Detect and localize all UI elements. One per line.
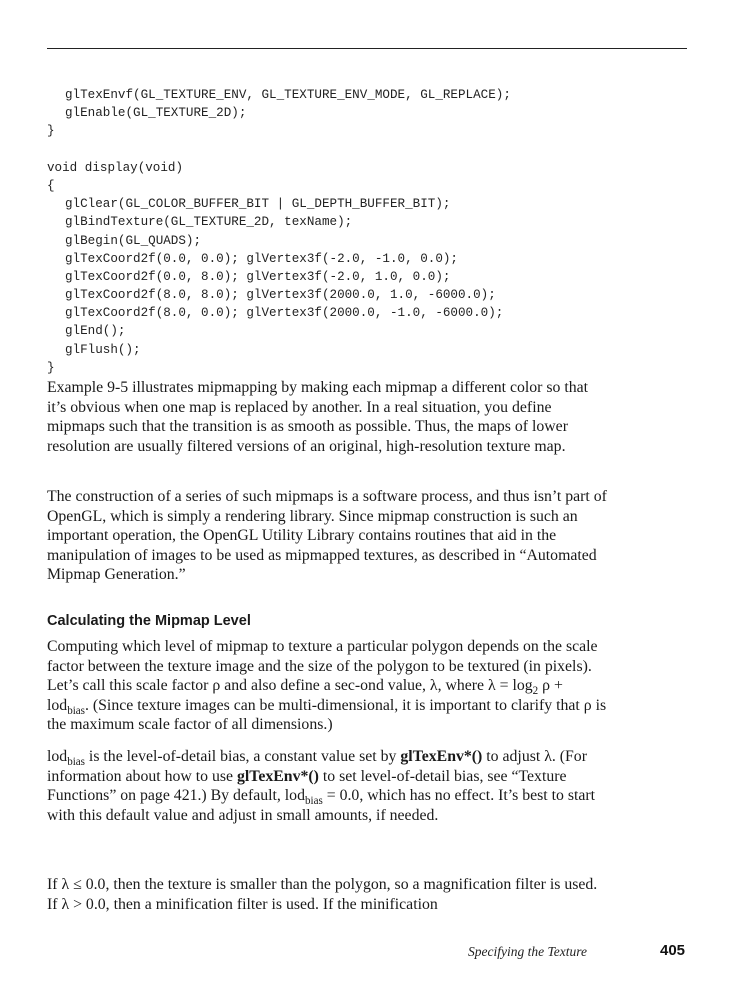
paragraph-mipmap-level [47, 637, 607, 735]
paragraph-filters [47, 875, 607, 914]
header-rule [47, 48, 687, 49]
paragraph-text: Example 9-5 illustrates mipmapping by making each mipmap a different color so that it’s obvious when one map is replaced by another. In a real situation, you define mipmaps such that the transition is as smooth as possible. Thus, the maps of lower resolution are usually filtered versions of an original, high-resolution texture map. [47, 379, 589, 455]
subscript-bias: bias [67, 755, 85, 768]
text-run: . (Since texture images can be multi-dimensional, it is important to clarify that ρ is the maximum scale factor of all dimensions.) [47, 696, 607, 734]
subscript-bias: bias [304, 795, 323, 808]
code-line: } [47, 360, 55, 375]
code-line: glTexCoord2f(0.0, 8.0); glVertex3f(-2.0, 1.0, 0.0); [65, 269, 451, 284]
code-line: glBegin(GL_QUADS); [65, 233, 202, 248]
paragraph-text: The construction of a series of such mipmaps is a software process, and thus isn’t part of OpenGL, which is simply a rendering library. Since mipmap construction is such an important operation, the OpenGL Utility Library contains routines that aid in the manipulation of images to be used as mipmapped textures, as described in “Automated Mipmap Generation.” [47, 488, 607, 584]
code-line: } [47, 124, 55, 139]
text-run: = 0.0, which has no effect. It’s best to start with this default value and adjust in small amounts, if needed. [47, 787, 596, 824]
paragraph-mipmap-construction [47, 487, 607, 585]
page-number: 405 [660, 942, 686, 959]
section-heading: Calculating the Mipmap Level [47, 613, 251, 629]
subscript-2: 2 [532, 685, 539, 698]
text-run: to adjust λ. (For information about how to use [47, 748, 587, 785]
code-line: { [47, 178, 55, 193]
paragraph-mipmap-example [47, 378, 607, 456]
text-run: Computing which level of mipmap to texture a particular polygon depends on the scale factor between the texture image and the size of the polygon to be textured (in pixels). Let’s call this scale factor ρ and also define a sec-ond value, λ, where λ = log [47, 638, 598, 695]
code-line: glTexEnvf(GL_TEXTURE_ENV, GL_TEXTURE_ENV_MODE, GL_REPLACE); [65, 88, 511, 102]
code-line: void display(void) [47, 160, 184, 175]
code-line: glBindTexture(GL_TEXTURE_2D, texName); [65, 215, 353, 230]
code-line: glEnd(); [65, 324, 126, 339]
paragraph-text: If λ ≤ 0.0, then the texture is smaller than the polygon, so a magnification filter is used. If λ > 0.0, then a minification filter is used. If the minification [47, 876, 598, 913]
footer-chapter-title: Specifying the Texture [468, 944, 587, 959]
function-name: glTexEnv*() [400, 748, 483, 765]
code-line: glEnable(GL_TEXTURE_2D); [65, 106, 247, 121]
code-line: glTexCoord2f(8.0, 0.0); glVertex3f(2000.0, -1.0, -6000.0); [65, 306, 504, 321]
text-run: to set level-of-detail bias, see “Texture Functions” on page 421.) By default, lod [47, 767, 567, 805]
code-line: glTexCoord2f(0.0, 0.0); glVertex3f(-2.0, -1.0, 0.0); [65, 251, 458, 266]
code-listing [47, 86, 511, 377]
text-run: ρ + lod [47, 677, 563, 714]
text-run: lod [47, 748, 68, 765]
text-run: is the level-of-detail bias, a constant value set by [84, 748, 401, 765]
paragraph-lod-bias [47, 747, 607, 825]
function-name: glTexEnv*() [236, 767, 319, 785]
code-line [47, 141, 511, 159]
code-line: glClear(GL_COLOR_BUFFER_BIT | GL_DEPTH_BUFFER_BIT); [65, 197, 451, 212]
code-line: glFlush(); [65, 342, 141, 357]
subscript-bias: bias [67, 704, 85, 717]
code-line: glTexCoord2f(8.0, 8.0); glVertex3f(2000.0, 1.0, -6000.0); [65, 288, 496, 303]
